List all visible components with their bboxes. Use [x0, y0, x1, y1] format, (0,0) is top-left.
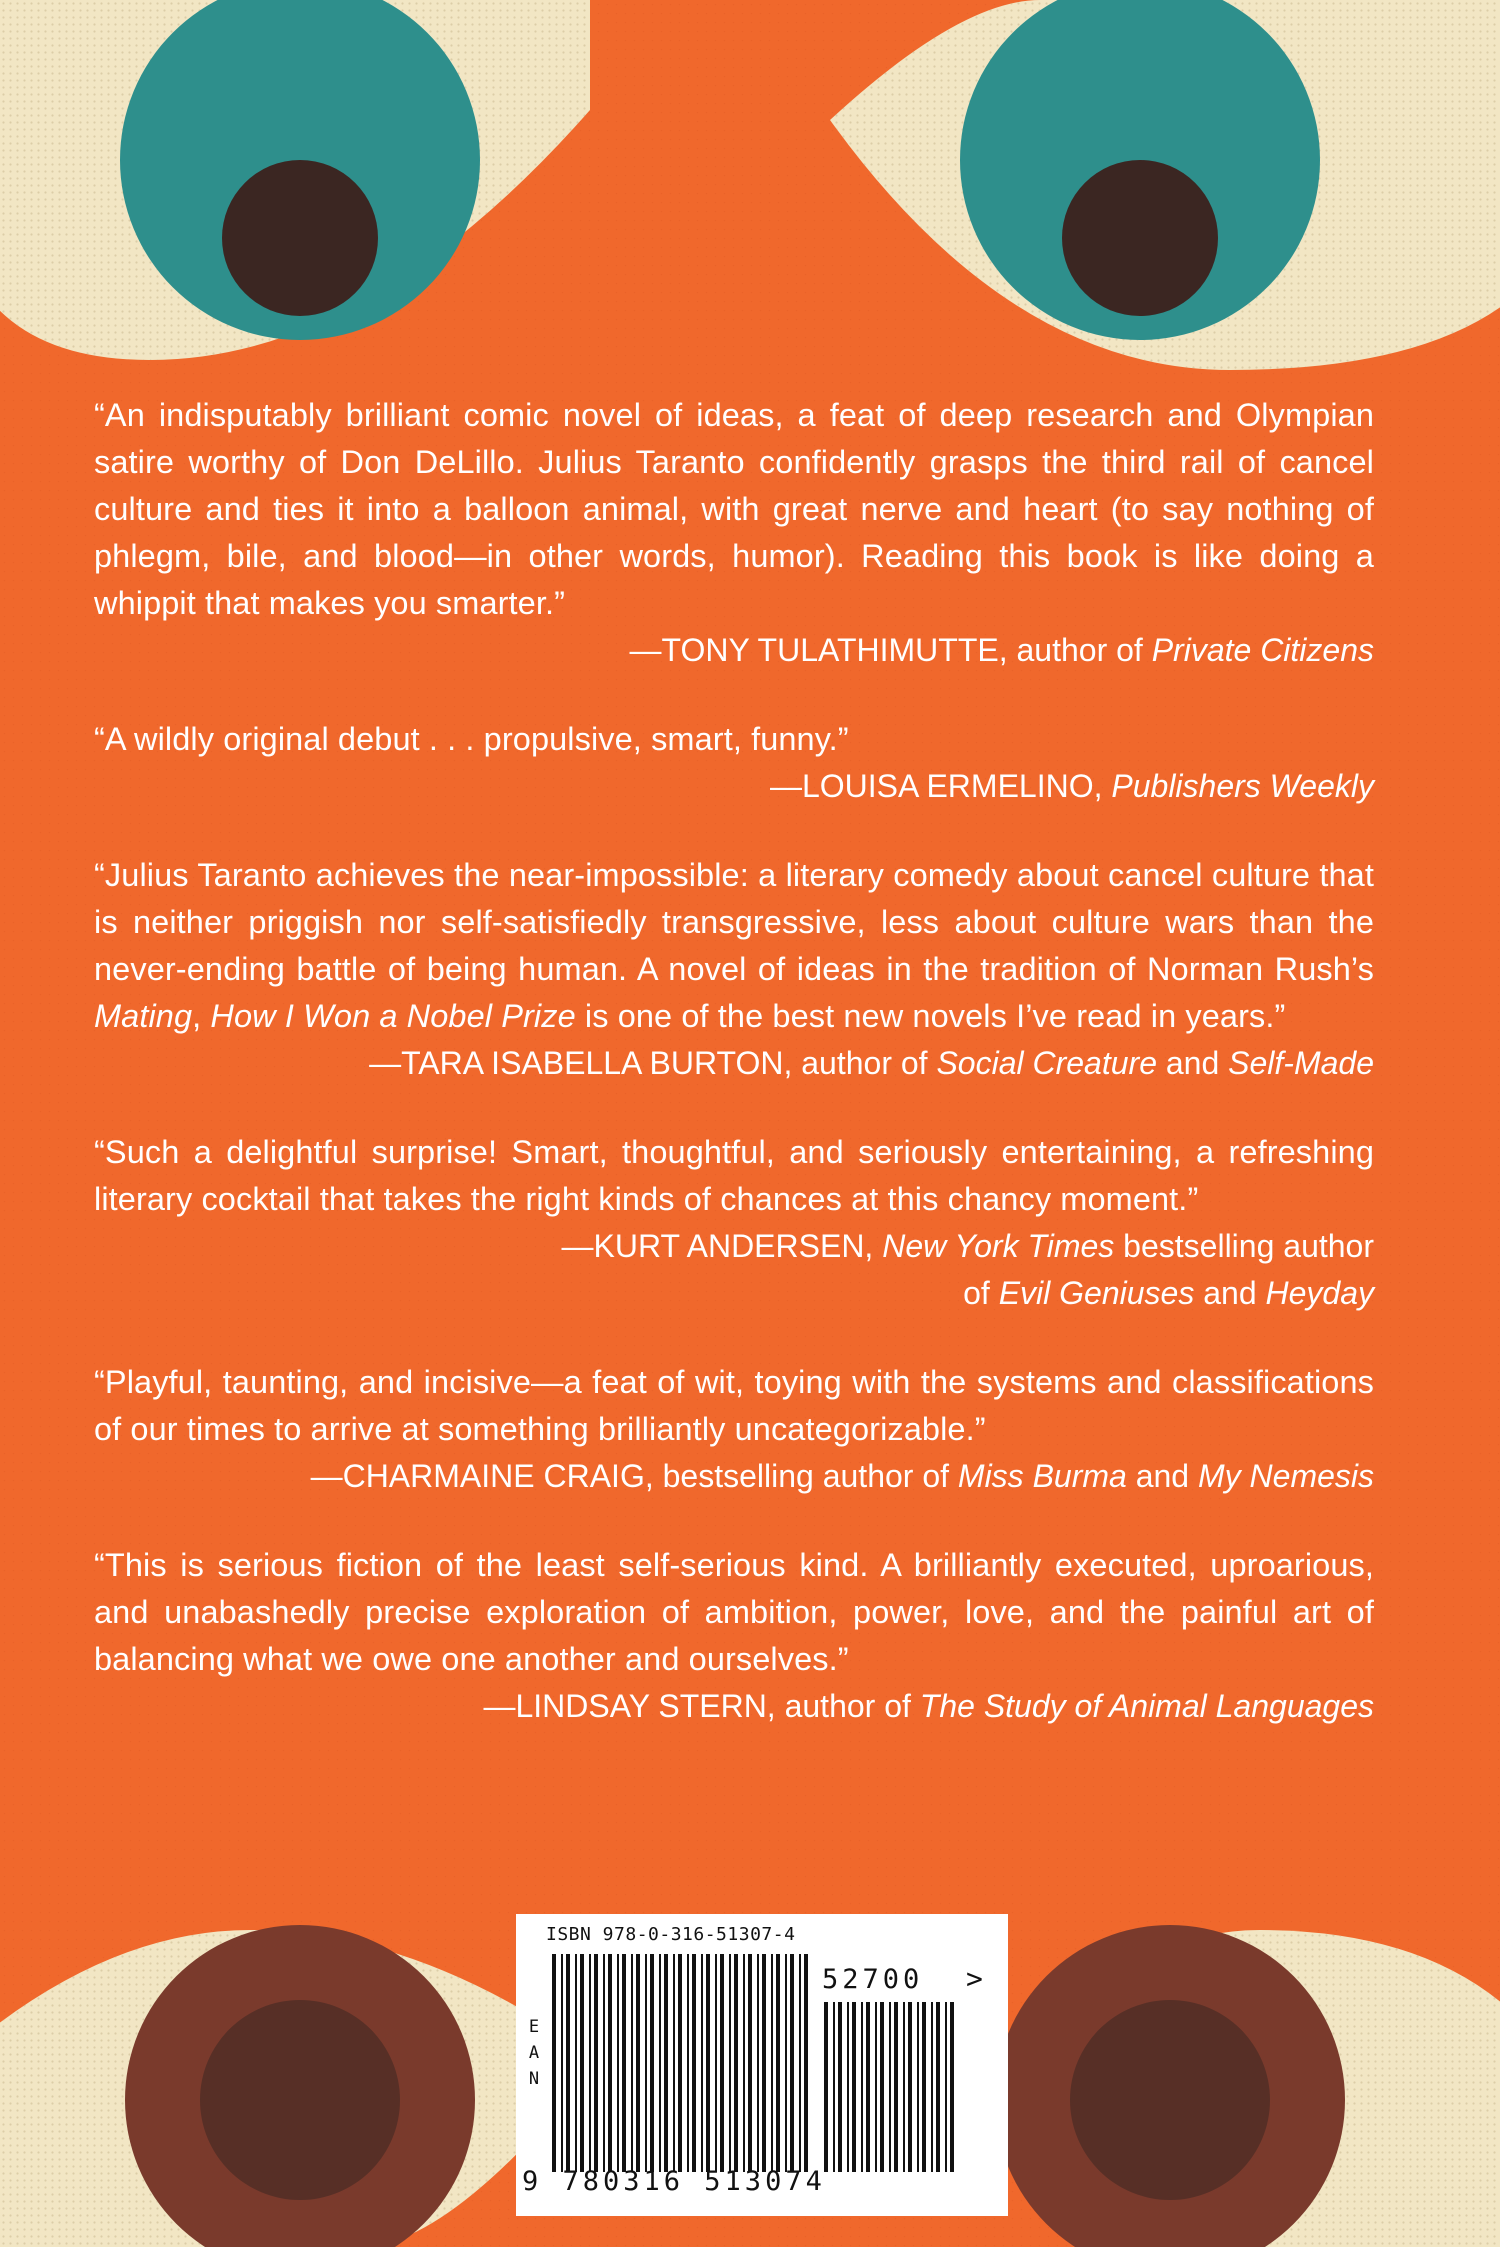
barcode-bar [580, 1954, 584, 2172]
barcode-bar [734, 1954, 738, 2172]
attribution-book: Self-Made [1228, 1045, 1374, 1081]
barcode-bar [650, 1954, 654, 2172]
barcode-bar [687, 1954, 689, 2172]
pupil-top-left [222, 160, 378, 316]
barcode-bar [664, 1954, 668, 2172]
barcode-bar [838, 2002, 842, 2172]
barcode-bar [566, 1954, 570, 2172]
blurb-craig [94, 1359, 1374, 1500]
barcode-bar [908, 2002, 912, 2172]
blurb-andersen [94, 1129, 1374, 1317]
barcode-bar [552, 1954, 556, 2172]
barcode-bar [833, 2002, 835, 2172]
barcode-bar [875, 2002, 877, 2172]
barcode-bar [608, 1954, 612, 2172]
quote-text: , [192, 998, 211, 1034]
barcode-bar [743, 1954, 745, 2172]
barcode-bar [880, 2002, 884, 2172]
barcode-bar [824, 2002, 828, 2172]
barcode-bar [631, 1954, 633, 2172]
blurb-quote: “This is serious fiction of the least self-serious kind. A brilliantly executed, uproarious, and unabashedly precise exploration of ambition, power, love, and the painful art of balancing what we owe one another and ourselves.” [94, 1547, 1374, 1677]
quote-text: “Julius Taranto achieves the near-impossible: a literary comedy about cancel culture that is neither priggish nor self-satisfiedly transgressive, less about culture wars than the never-ending battle of being human. A novel of ideas in the tradition of Norman Rush’s [94, 857, 1374, 987]
barcode-bar [894, 2002, 898, 2172]
blurb-stern [94, 1542, 1374, 1730]
barcode-bar [636, 1954, 640, 2172]
barcode-digits: 9 780316 513074 [522, 2166, 826, 2197]
barcode-bar [622, 1954, 626, 2172]
barcode-bar [945, 2002, 947, 2172]
barcode-bar [594, 1954, 598, 2172]
barcode-bar [790, 1954, 794, 2172]
blurb-tulathimutte [94, 392, 1374, 674]
blurb-attribution [94, 1040, 1374, 1087]
barcode-bar [852, 2002, 856, 2172]
barcode-bar [804, 1954, 808, 2172]
blurb-burton [94, 852, 1374, 1087]
attribution-book: Private Citizens [1151, 632, 1374, 668]
blurb-ermelino [94, 716, 1374, 810]
barcode-bar [757, 1954, 759, 2172]
isbn-label: ISBN 978-0-316-51307-4 [546, 1924, 796, 1945]
attribution-book: My Nemesis [1197, 1458, 1374, 1494]
attribution-name: —TONY TULATHIMUTTE, author of [629, 632, 1152, 668]
attribution-text: and [1156, 1045, 1229, 1081]
barcode-bar [659, 1954, 661, 2172]
barcode-box [516, 1914, 1008, 2216]
pupil-top-right [1062, 160, 1218, 316]
barcode-bar [889, 2002, 891, 2172]
quote-text: is one of the best new novels I’ve read in years.” [575, 998, 1286, 1034]
blurb-attribution [94, 1223, 1374, 1317]
barcode-bar [936, 2002, 940, 2172]
barcode-bar [720, 1954, 724, 2172]
barcode-bar [903, 2002, 905, 2172]
attribution-name: —LINDSAY STERN, author of [483, 1688, 920, 1724]
barcode-bar [673, 1954, 675, 2172]
blurb-list [94, 392, 1374, 1772]
barcode-bar [589, 1954, 591, 2172]
pupil-bottom-left [200, 2000, 400, 2200]
blurb-attribution [94, 763, 1374, 810]
barcode-bar [762, 1954, 766, 2172]
price-arrow: > [966, 1962, 983, 1995]
barcode-bar [561, 1954, 563, 2172]
barcode-bar [931, 2002, 933, 2172]
barcode-bar [645, 1954, 647, 2172]
blurb-attribution [94, 627, 1374, 674]
barcode-bar [785, 1954, 787, 2172]
blurb-attribution [94, 1453, 1374, 1500]
quote-book-title: How I Won a Nobel Prize [210, 998, 576, 1034]
blurb-attribution [94, 1683, 1374, 1730]
eye-bottom-right [995, 1925, 1500, 2247]
attribution-book: Miss Burma [957, 1458, 1127, 1494]
barcode-bar [922, 2002, 926, 2172]
barcode-bar [866, 2002, 870, 2172]
barcode-bar [776, 1954, 780, 2172]
barcode-bar [715, 1954, 717, 2172]
pupil-bottom-right [1070, 2000, 1270, 2200]
attribution-name: —KURT ANDERSEN, [561, 1228, 883, 1264]
barcode-bar [771, 1954, 773, 2172]
blurb-quote: “An indisputably brilliant comic novel of ideas, a feat of deep research and Olympian satire worthy of Don DeLillo. Julius Taranto confidently grasps the third rail of cancel culture and ties it into a balloon animal, with great nerve and heart (to say nothing of phlegm, bile, and blood—in other words, humor). Reading this book is like doing a whippit that makes you smarter.” [94, 397, 1374, 621]
barcode-bar [706, 1954, 710, 2172]
attribution-text: and [1194, 1275, 1266, 1311]
ean-label [524, 2014, 544, 2092]
barcode-bar [748, 1954, 752, 2172]
barcode-bar [847, 2002, 849, 2172]
barcode-bar [617, 1954, 619, 2172]
barcode-bar [701, 1954, 703, 2172]
quote-book-title: Mating [94, 998, 193, 1034]
barcode-bar [917, 2002, 919, 2172]
attribution-publication: New York Times [882, 1228, 1115, 1264]
barcode-bar [575, 1954, 577, 2172]
attribution-name: —LOUISA ERMELINO, [769, 768, 1112, 804]
blurb-quote: “Such a delightful surprise! Smart, thoughtful, and seriously entertaining, a refreshing literary cocktail that takes the right kinds of chances at this chancy moment.” [94, 1134, 1374, 1217]
attribution-book: Heyday [1265, 1275, 1374, 1311]
ean-letters: E A N [528, 2017, 540, 2089]
attribution-name: —TARA ISABELLA BURTON, author of [369, 1045, 937, 1081]
barcode-bar [692, 1954, 696, 2172]
blurb-quote [94, 852, 1374, 1040]
attribution-text: and [1126, 1458, 1198, 1494]
attribution-text: of [963, 1275, 999, 1311]
attribution-name: —CHARMAINE CRAIG, bestselling author of [310, 1458, 958, 1494]
barcode-bar [861, 2002, 863, 2172]
barcode-bar [950, 2002, 954, 2172]
barcode-bar [603, 1954, 605, 2172]
barcode-bar [729, 1954, 731, 2172]
attribution-publication: Publishers Weekly [1111, 768, 1374, 804]
barcode-bar [799, 1954, 801, 2172]
barcode-bar [678, 1954, 682, 2172]
attribution-text: bestselling author [1114, 1228, 1374, 1264]
price-code: 52700 [822, 1964, 924, 1995]
attribution-book: Evil Geniuses [998, 1275, 1195, 1311]
blurb-quote: “A wildly original debut . . . propulsive, smart, funny.” [94, 721, 849, 757]
attribution-book: The Study of Animal Languages [919, 1688, 1374, 1724]
blurb-quote: “Playful, taunting, and incisive—a feat of wit, toying with the systems and classifications of our times to arrive at something brilliantly uncategorizable.” [94, 1364, 1374, 1447]
attribution-book: Social Creature [936, 1045, 1157, 1081]
